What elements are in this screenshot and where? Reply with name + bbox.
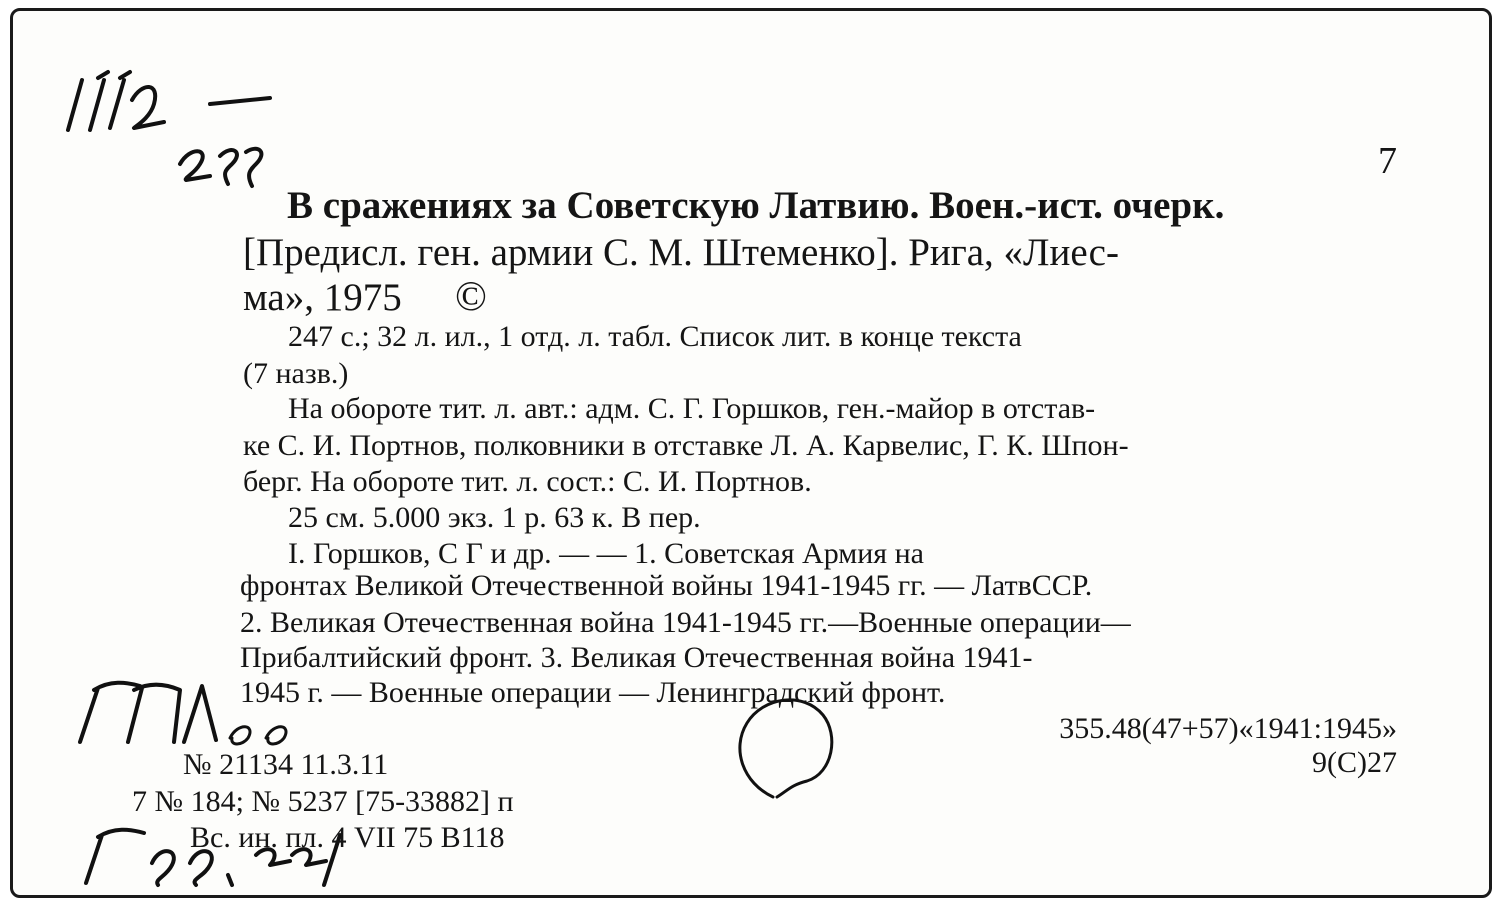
- udc-classification: 355.48(47+57)«1941:1945»: [1059, 712, 1397, 745]
- authors-line-3: берг. На обороте тит. л. сост.: С. И. Портнов.: [243, 465, 812, 498]
- order-number-line: № 21134 11.3.11: [183, 748, 389, 781]
- pagination-line: 247 с.; 32 л. ил., 1 отд. л. табл. Список лит. в конце текста: [288, 320, 1022, 353]
- bbk-classification: 9(С)27: [1312, 746, 1397, 779]
- pagination-note: (7 назв.): [243, 357, 349, 390]
- title-line-1: В сражениях за Советскую Латвию. Воен.-ист. очерк.: [287, 184, 1225, 227]
- subject-line-2: фронтах Великой Отечественной войны 1941-1945 гг. — ЛатвССР.: [240, 569, 1093, 602]
- print-info-line: 7 № 184; № 5237 [75-33882] п: [132, 785, 514, 818]
- subject-line-4: Прибалтийский фронт. 3. Великая Отечественная война 1941-: [240, 641, 1033, 674]
- authors-line-1: На обороте тит. л. авт.: адм. С. Г. Горшков, ген.-майор в отстав-: [288, 392, 1096, 425]
- title-line-2: [Предисл. ген. армии С. М. Штеменко]. Рига, «Лиес-: [243, 231, 1119, 274]
- subject-line-5: 1945 г. — Военные операции — Ленинградский фронт.: [240, 676, 946, 709]
- authors-line-2: ке С. И. Портнов, полковники в отставке Л. А. Карвелис, Г. К. Шпон-: [243, 429, 1129, 462]
- subject-line-3: 2. Великая Отечественная война 1941-1945 гг.—Военные операции—: [240, 606, 1131, 639]
- signed-print-line: Вс. ин. пл. 4 VII 75 В118: [190, 821, 505, 854]
- copyright-symbol: ©: [455, 274, 487, 320]
- title-line-3: ма», 1975: [243, 276, 402, 319]
- subject-line-1: I. Горшков, С Г и др. — — 1. Советская Армия на: [288, 537, 924, 570]
- card-number: 7: [1378, 140, 1397, 182]
- price-line: 25 см. 5.000 экз. 1 р. 63 к. В пер.: [288, 501, 701, 534]
